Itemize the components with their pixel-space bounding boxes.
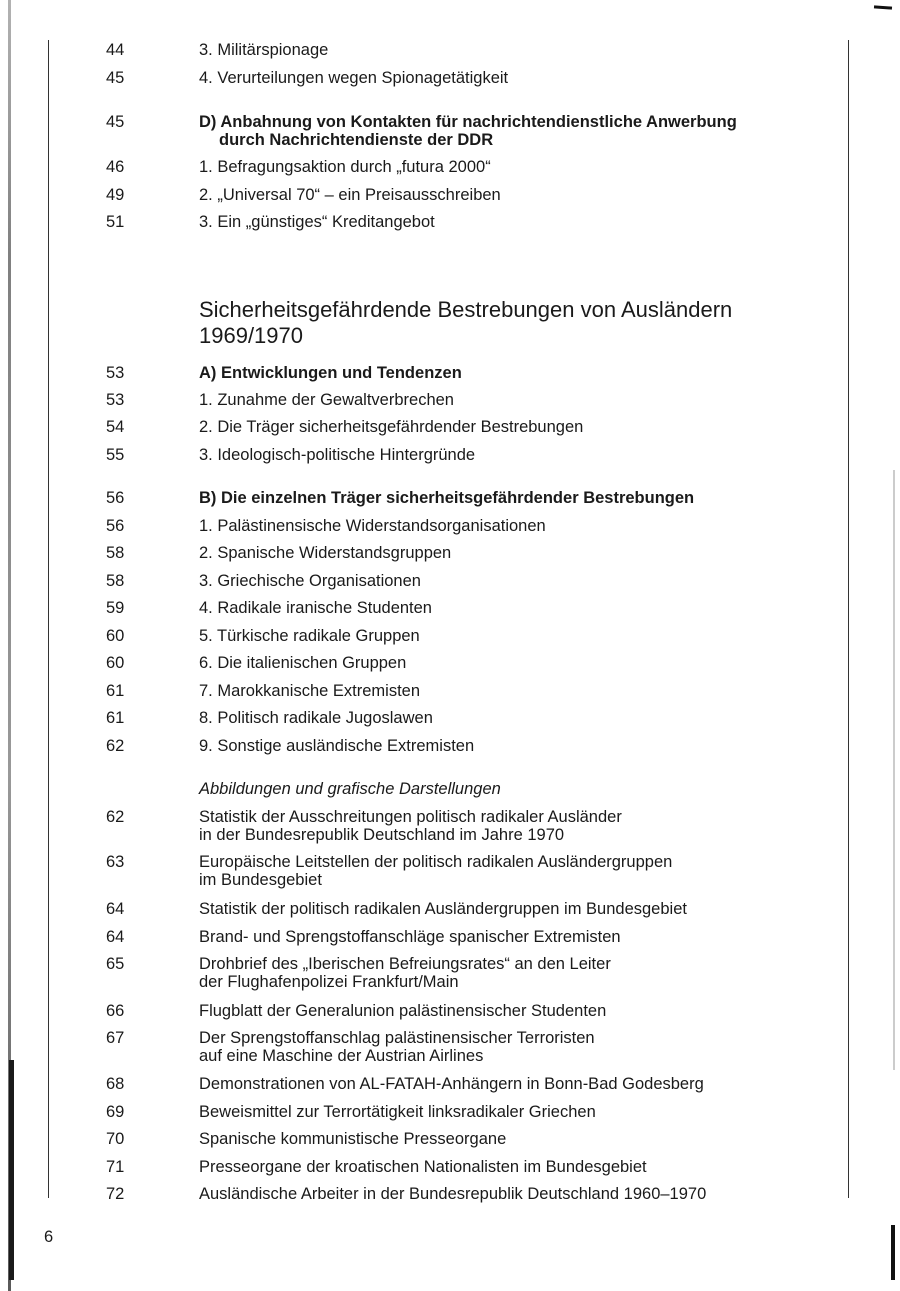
toc-entry-text: 3. Ideologisch-politische Hintergründe bbox=[199, 446, 476, 464]
toc-entry-text: 1. Palästinensische Widerstandsorganisationen bbox=[199, 517, 546, 535]
toc-page-number: 62 bbox=[106, 737, 125, 755]
toc-page-number: 70 bbox=[106, 1130, 125, 1148]
illustration-line: Europäische Leitstellen der politisch radikalen Ausländergruppen bbox=[199, 853, 673, 871]
toc-page-number: 49 bbox=[106, 186, 125, 204]
toc-page-number: 53 bbox=[106, 391, 125, 409]
toc-entry-text: 4. Radikale iranische Studenten bbox=[199, 599, 432, 617]
margin-rule bbox=[848, 40, 849, 1198]
illustration-line: Flugblatt der Generalunion palästinensischer Studenten bbox=[199, 1002, 607, 1020]
toc-entry-text: 4. Verurteilungen wegen Spionagetätigkeit bbox=[199, 69, 509, 87]
toc-entry-text: 5. Türkische radikale Gruppen bbox=[199, 627, 420, 645]
toc-page-number: 60 bbox=[106, 627, 125, 645]
illustration-line: Statistik der Ausschreitungen politisch radikaler Ausländer bbox=[199, 808, 622, 826]
toc-page-number: 69 bbox=[106, 1103, 125, 1121]
toc-page-number: 72 bbox=[106, 1185, 125, 1203]
toc-section-title: D) Anbahnung von Kontakten für nachrichtendienstliche Anwerbung bbox=[199, 113, 737, 131]
page-number: 6 bbox=[44, 1228, 54, 1246]
chapter-title-line: Sicherheitsgefährdende Bestrebungen von Ausländern bbox=[199, 297, 733, 322]
toc-entry-text: 7. Marokkanische Extremisten bbox=[199, 682, 421, 700]
toc-page-number: 58 bbox=[106, 544, 125, 562]
toc-page-number: 55 bbox=[106, 446, 125, 464]
toc-page-number: 67 bbox=[106, 1029, 125, 1047]
toc-section-title: A) Entwicklungen und Tendenzen bbox=[199, 364, 462, 382]
toc-entry-text: 3. Griechische Organisationen bbox=[199, 572, 421, 590]
toc-page-number: 54 bbox=[106, 418, 125, 436]
illustration-text bbox=[199, 808, 819, 844]
illustration-line: Spanische kommunistische Presseorgane bbox=[199, 1130, 507, 1148]
scan-edge bbox=[9, 1060, 14, 1280]
illustration-line: Der Sprengstoffanschlag palästinensischer Terroristen bbox=[199, 1029, 595, 1047]
illustration-line: in der Bundesrepublik Deutschland im Jahre 1970 bbox=[199, 826, 565, 844]
toc-page-number: 46 bbox=[106, 158, 125, 176]
chapter-title bbox=[199, 297, 839, 349]
illustration-line: Statistik der politisch radikalen Ausländergruppen im Bundesgebiet bbox=[199, 900, 687, 918]
toc-entry-text: 2. Spanische Widerstandsgruppen bbox=[199, 544, 452, 562]
toc-page-number: 44 bbox=[106, 41, 125, 59]
toc-page-number: 61 bbox=[106, 682, 125, 700]
toc-entry-text: 1. Zunahme der Gewaltverbrechen bbox=[199, 391, 454, 409]
toc-page-number: 56 bbox=[106, 489, 125, 507]
toc-entry-text: 3. Ein „günstiges“ Kreditangebot bbox=[199, 213, 435, 231]
scan-mark bbox=[874, 5, 892, 9]
illustration-line: Beweismittel zur Terrortätigkeit linksradikaler Griechen bbox=[199, 1103, 596, 1121]
toc-page-number: 65 bbox=[106, 955, 125, 973]
illustration-line: Drohbrief des „Iberischen Befreiungsrates“ an den Leiter bbox=[199, 955, 611, 973]
toc-page-number: 45 bbox=[106, 113, 125, 131]
toc-page-number: 68 bbox=[106, 1075, 125, 1093]
toc-section-title: B) Die einzelnen Träger sicherheitsgefährdender Bestrebungen bbox=[199, 489, 695, 507]
illustration-line: Presseorgane der kroatischen Nationalisten im Bundesgebiet bbox=[199, 1158, 647, 1176]
toc-entry-text: 1. Befragungsaktion durch „futura 2000“ bbox=[199, 158, 491, 176]
illustration-line: auf eine Maschine der Austrian Airlines bbox=[199, 1047, 484, 1065]
scan-edge bbox=[893, 470, 895, 1070]
toc-page-number: 51 bbox=[106, 213, 125, 231]
toc-entry-text: 3. Militärspionage bbox=[199, 41, 329, 59]
toc-entry-text: 2. Die Träger sicherheitsgefährdender Bestrebungen bbox=[199, 418, 584, 436]
toc-entry-text: 6. Die italienischen Gruppen bbox=[199, 654, 407, 672]
toc-page-number: 64 bbox=[106, 900, 125, 918]
toc-entry-text: 2. „Universal 70“ – ein Preisausschreiben bbox=[199, 186, 501, 204]
illustration-line: Brand- und Sprengstoffanschläge spanischer Extremisten bbox=[199, 928, 621, 946]
toc-page-number: 61 bbox=[106, 709, 125, 727]
toc-page-number: 66 bbox=[106, 1002, 125, 1020]
toc-section-title: durch Nachrichtendienste der DDR bbox=[219, 131, 494, 149]
illustration-line: im Bundesgebiet bbox=[199, 871, 322, 889]
toc-page-number: 59 bbox=[106, 599, 125, 617]
illustrations-title: Abbildungen und grafische Darstellungen bbox=[199, 780, 501, 798]
chapter-title-line: 1969/1970 bbox=[199, 323, 303, 348]
toc-page-number: 58 bbox=[106, 572, 125, 590]
illustration-text bbox=[199, 1029, 819, 1065]
illustration-line: Ausländische Arbeiter in der Bundesrepublik Deutschland 1960–1970 bbox=[199, 1185, 707, 1203]
toc-page-number: 60 bbox=[106, 654, 125, 672]
toc-page-number: 45 bbox=[106, 69, 125, 87]
toc-page-number: 71 bbox=[106, 1158, 125, 1176]
illustration-text bbox=[199, 955, 819, 991]
toc-page-number: 64 bbox=[106, 928, 125, 946]
scan-edge bbox=[891, 1225, 895, 1280]
toc-page-number: 62 bbox=[106, 808, 125, 826]
toc-page-number: 53 bbox=[106, 364, 125, 382]
illustration-line: Demonstrationen von AL-FATAH-Anhängern in Bonn-Bad Godesberg bbox=[199, 1075, 704, 1093]
toc-entry-text: 8. Politisch radikale Jugoslawen bbox=[199, 709, 433, 727]
toc-page-number: 63 bbox=[106, 853, 125, 871]
illustration-text bbox=[199, 853, 819, 889]
toc-page-number: 56 bbox=[106, 517, 125, 535]
margin-rule bbox=[48, 40, 49, 1198]
toc-entry-text: 9. Sonstige ausländische Extremisten bbox=[199, 737, 475, 755]
illustration-line: der Flughafenpolizei Frankfurt/Main bbox=[199, 973, 459, 991]
